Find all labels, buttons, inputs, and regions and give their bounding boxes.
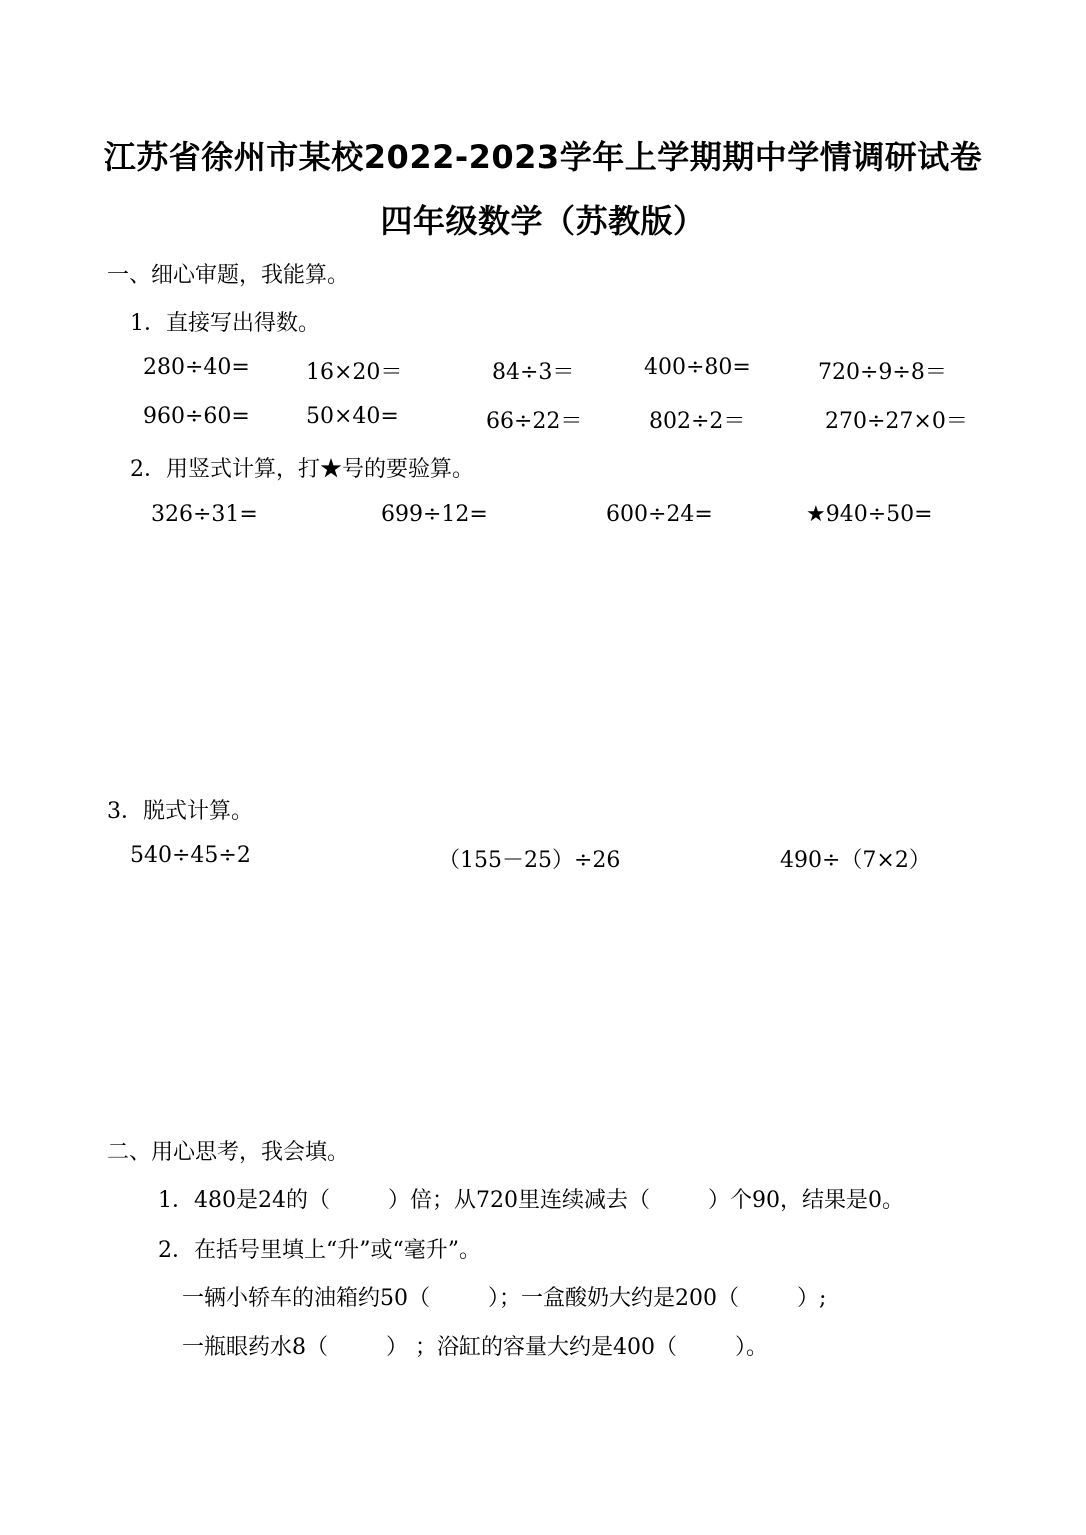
q1-row1-item: 720÷9÷8＝ [818, 360, 947, 385]
q1-row2-item: 50×40= [306, 404, 399, 429]
q1-row2-item: 960÷60= [143, 404, 250, 429]
q1-row2-item: 802÷2＝ [649, 409, 746, 434]
q2-item: 699÷12= [381, 502, 488, 527]
q1-row2-item: 270÷27×0＝ [825, 409, 968, 434]
s2-q2-line2-c: ）。 [735, 1335, 769, 1360]
q1-row1-item: 400÷80= [644, 355, 751, 380]
q1-row1-item: 84÷3＝ [492, 360, 575, 385]
q3-item: （155－25）÷26 [438, 848, 621, 873]
q2-label: 2．用竖式计算，打★号的要验算。 [130, 457, 474, 482]
section2-heading: 二、用心思考，我会填。 [107, 1140, 350, 1165]
page-subtitle: 四年级数学（苏教版） [380, 202, 706, 240]
q1-row2-item: 66÷22＝ [486, 409, 583, 434]
s2-q1-part-b: ）倍；从720里连续减去（ [387, 1188, 650, 1213]
s2-q2-line1 [182, 1281, 826, 1312]
q2-item: 600÷24= [606, 502, 713, 527]
s2-q2-line2 [182, 1330, 768, 1361]
q2-item: 326÷31= [151, 502, 258, 527]
q3-item: 540÷45÷2 [130, 843, 251, 868]
s2-q2-line1-a: 一辆小轿车的油箱约50（ [182, 1286, 430, 1311]
s2-q2-label: 2．在括号里填上“升”或“毫升”。 [158, 1238, 481, 1263]
s2-q1-part-c: ）个90，结果是0。 [707, 1188, 904, 1213]
s2-q2-line1-b: ）；一盒酸奶大约是200（ [488, 1286, 739, 1311]
q1-row1-item: 16×20＝ [306, 360, 403, 385]
s2-q2-line1-c: ）; [797, 1286, 827, 1311]
s2-q2-line2-a: 一瓶眼药水8（ [182, 1335, 328, 1360]
page-title: 江苏省徐州市某校2022-2023学年上学期期中学情调研试卷 [103, 138, 983, 176]
s2-q1-line [158, 1183, 904, 1214]
q2-item: ★940÷50= [806, 502, 933, 527]
q3-item: 490÷（7×2） [780, 848, 931, 873]
q1-row1-item: 280÷40= [143, 355, 250, 380]
s2-q1-part-a: 1．480是24的（ [158, 1188, 330, 1213]
section1-heading: 一、细心审题，我能算。 [107, 263, 350, 288]
q1-label: 1．直接写出得数。 [130, 311, 320, 336]
q3-label: 3．脱式计算。 [107, 799, 253, 824]
s2-q2-line2-b: ） ；浴缸的容量大约是400（ [386, 1335, 677, 1360]
